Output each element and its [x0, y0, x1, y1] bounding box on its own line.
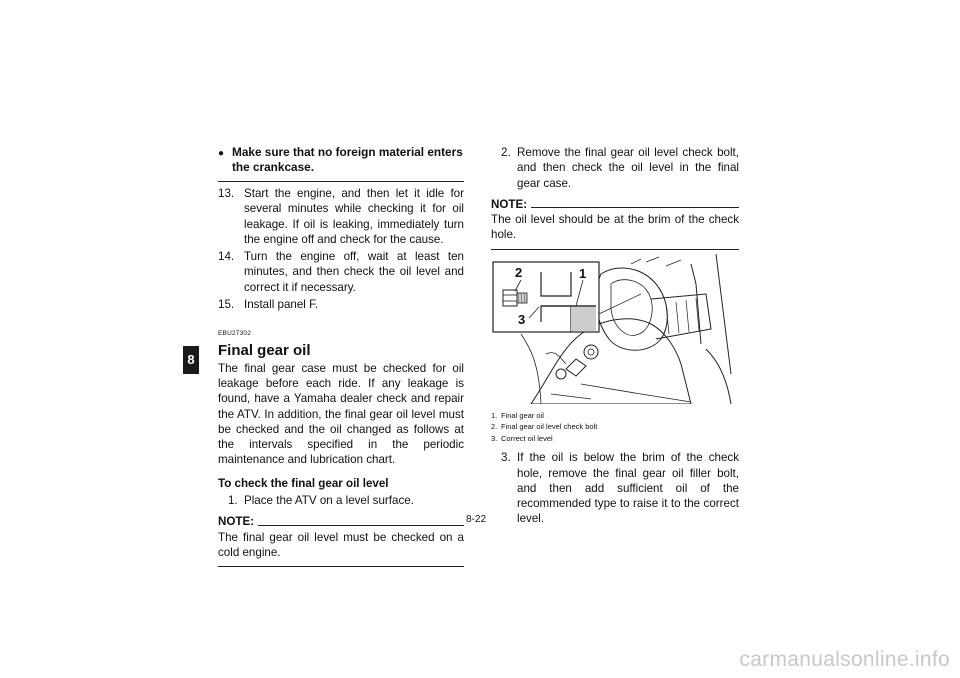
note-text: The oil level should be at the brim of the check hole. [491, 213, 739, 242]
sub-step-number: 2. [501, 146, 511, 159]
legend-text: Final gear oil level check bolt [501, 422, 598, 432]
sub-step-text: Remove the final gear oil level check bolt, and then check the oil level in the final gear case. [517, 146, 739, 190]
page-number: 8-22 [466, 514, 487, 525]
section-heading: Final gear oil [218, 341, 311, 359]
sub-step-text: If the oil is below the brim of the check hole, remove the final gear oil filler bolt, and then add sufficient oil of the recommended type to raise it to the correct level. [517, 451, 739, 526]
legend-item [491, 433, 739, 445]
section-paragraph: The final gear case must be checked for oil leakage before each ride. If any leakage is found, have a Yamaha dealer check and repair the ATV. In addition, the final gear oil level must be checked and the oil changed as follows at the intervals specified in the periodic maintenance and lubrication chart. [218, 361, 464, 467]
note-header [218, 514, 464, 529]
note-rule [258, 525, 464, 526]
note-box [491, 197, 739, 250]
figure-label-1: 1 [579, 265, 587, 281]
chapter-tab: 8 [183, 346, 199, 374]
sub-step-1 [218, 493, 464, 508]
figure-legend [491, 410, 739, 445]
note-rule [531, 207, 739, 208]
caution-note [218, 145, 464, 182]
note-label: NOTE: [491, 197, 528, 211]
final-gear-figure [491, 254, 739, 404]
step-13 [218, 186, 464, 247]
left-column [218, 145, 464, 567]
note-label: NOTE: [218, 515, 255, 529]
legend-number: 2. [491, 422, 498, 432]
legend-text: Final gear oil [501, 410, 544, 420]
step-text: Turn the engine off, wait at least ten minutes, and then check the oil level and correct it if necessary. [244, 250, 464, 294]
figure-label-3: 3 [518, 311, 526, 327]
caution-text: Make sure that no foreign material enters the crankcase. [232, 145, 463, 174]
sub-step-number: 1. [228, 494, 238, 508]
legend-number: 3. [491, 433, 498, 443]
step-number: 15. [218, 298, 235, 312]
bullet-icon: ● [218, 148, 225, 159]
final-gear-illustration [491, 254, 739, 404]
step-number: 13. [218, 187, 235, 200]
step-text: Install panel F. [244, 298, 319, 312]
sub-step-3 [491, 450, 739, 526]
section-code: EBU27302 [218, 330, 252, 338]
note-text: The final gear oil level must be checked on a cold engine. [218, 530, 464, 559]
sub-step-number: 3. [501, 451, 511, 465]
subheading: To check the final gear oil level [218, 476, 389, 490]
watermark-text[interactable]: carmanualsonline.info [739, 648, 950, 671]
step-14 [218, 249, 464, 295]
step-number: 14. [218, 250, 235, 264]
note-box [218, 514, 464, 567]
figure-label-2: 2 [515, 264, 523, 280]
step-15 [218, 297, 464, 312]
step-text: Start the engine, and then let it idle for several minutes while checking it for oil leakage. If oil is leaking, immediately turn the engine off and check for the cause. [244, 187, 464, 246]
sub-step-text: Place the ATV on a level surface. [244, 494, 414, 508]
note-header [491, 197, 739, 212]
right-column [491, 145, 739, 527]
legend-item [491, 421, 739, 433]
sub-step-2 [491, 145, 739, 191]
legend-item [491, 410, 739, 422]
legend-number: 1. [491, 410, 498, 420]
legend-text: Correct oil level [501, 433, 553, 443]
